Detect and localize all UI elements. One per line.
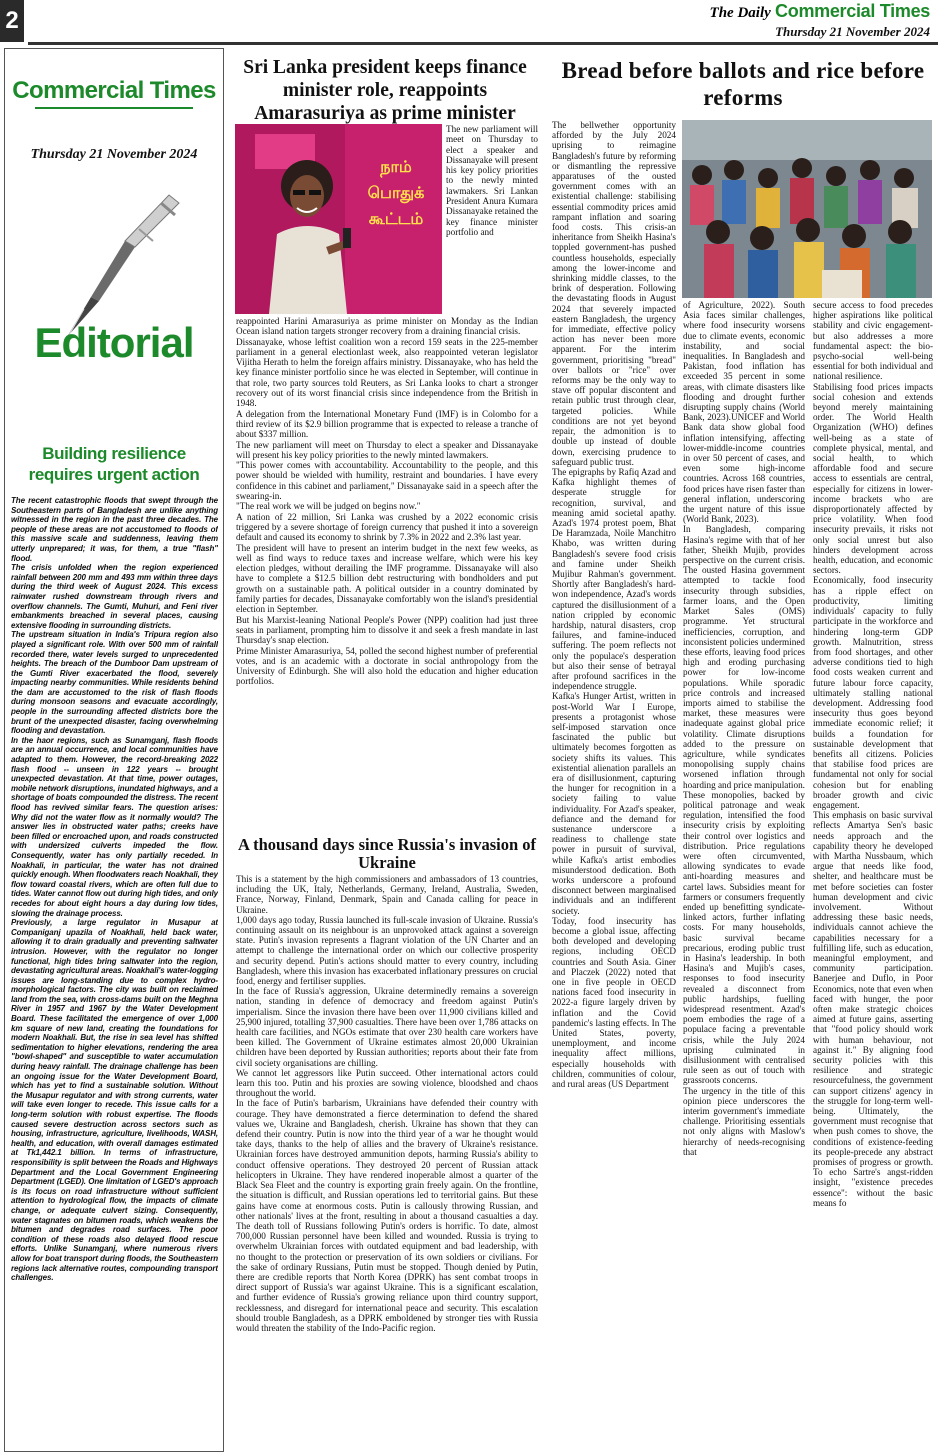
editorial-body (11, 496, 218, 1451)
paragraph: The recent catastrophic floods that swept through the Southeastern parts of Bangladesh are unlike anything witnessed in the region in the past three decades. The people of these areas are not accustomed to floods of this massive scale and suddenness, leaving them utterly unprepared; it was, for them, a true "flash" flood. (11, 496, 218, 563)
masthead-prefix: The Daily (709, 5, 771, 21)
paragraph: The new parliament will meet on Thursday to elect a speaker and Dissanayake will present his key policy priorities to the newly minted lawmakers. (236, 439, 538, 460)
article-column-1 (552, 120, 676, 1450)
paragraph: A delegation from the International Monetary Fund (IMF) is in Colombo for a third review of its $2.9 billion programme that is expected to release a tranche of about $337 million. (236, 408, 538, 440)
sidebar-logo-underline (35, 107, 193, 109)
paragraph: Previously, a large regulator in Musapur at Companiganj upazila of Noakhali, held back water, allowing it to drain gradually and preventing saltwater intrusion. However, with the regulator no longer functional, high tides bring saltwater into the region, devastating agricultural areas. Noakhali's water-logging issues are long-standing due to complex hydro-morphological factors. The city was built on reclaimed land from the sea, with cross-dams built on the Meghna River in 1957 and 1967 by the Water Development Board. These facilitated the emergence of over 1,000 km square of new land, creating the foundations for modern Noakhali. But, the rise in sea level has shifted sedimentation to higher elevations, rendering the area "bowl-shaped" and susceptible to water accumulation during heavy rainfall. The drainage challenge has been an ongoing issue for the Water Development Board, which has yet to find a sustainable solution. Without the Musapur regulator and with strong currents, water will take even longer to recede. This issue calls for a long-term solution with robust expertise. The floods caused severe destruction across sectors such as housing, infrastructure, agriculture, livelihoods, WASH, health, and education, with overall damages estimated at Tk1,442.1 billion. In terms of infrastructure, responsibility is split between the Roads and Highways Department and the Local Government Engineering Department (LGED). One limitation of LGED's approach is its focus on road infrastructure without sufficient attention to hydrological flow, the impacts of climate change, or adequate culvert sizing. Consequently, water stagnates on bitumen roads, which weakens the bitumen and degrades road surfaces. The poor condition of these roads also delayed flood rescue efforts. Unlike Sunamganj, where numerous rivers allow for boat transport during floods, the Southeastern regions lack alternative routes, compounding transport challenges. (11, 918, 218, 1283)
paragraph: "This power comes with accountability. Accountability to the people, and this power should be wielded with humility, restraint and boundaries. I have every confidence in this cabinet and parliament," Dissanayake said in a speech after the swearing-in. (236, 460, 538, 502)
paragraph: "The real work we will be judged on begins now." (236, 501, 421, 512)
paragraph: Dissanayake, whose leftist coalition won a record 159 seats in the 225-member parliament in a general electionlast week, also reappointed veteran legislator Vijitha Herath to helm the foreign affairs ministry. Dissanayake, who has held the key finance minister portfolio since he was elected in September, will continue in that role, two party sources told Reuters, as Sri Lanka looks to chart a stronger recovery out of its worst financial crisis since independence from the British in 1948. (236, 336, 538, 409)
article-column-3 (813, 300, 933, 1450)
article-photo-prime-minister (235, 124, 442, 314)
article-body-ukraine (236, 874, 538, 1448)
header-date: Thursday 21 November 2024 (775, 24, 930, 39)
header-rule (28, 42, 938, 45)
paragraph: In the face of Putin's barbarism, Ukrainians have defended their country with courage. They have demonstrated a fierce determination to defend the shared values we, Ukraine and Bangladesh, cherish. Ukraine has shown that they can defend their country. Putin is now into the third year of a war he thought would take days, thanks to the help of allies and the bravery of Ukraine's resistance. Ukrainian forces have destroyed ammunition depots, harming Russia's ability to conduct offensive operations. They destroyed 20 percent of Russian attack helicopters in Ukraine. They have rendered inoperable almost a quarter of the Black Sea Fleet and the country is exporting grain freely again. On the frontline, the situation is difficult, and Russian operations led to territorial gains. But these gains have come at enormous costs. Putin is callously throwing Russian, and other nationals' lives at the front, resulting in about a thousand casualties a day. The death toll of Russians following Putin's orders is horrific. To date, almost 700,000 Russian personnel have been killed and wounded. Russia is trying to overwhelm Ukrainian forces with outdated equipment and bad leadership, with no thought to the protection or preservation of its own soldiers or civilians. For the sake of ordinary Russians, Putin must be stopped. Though denied by Putin, there are credible reports that North Korea (DPRK) has sent combat troops in direct support of Russia's war against Ukraine. This is a significant escalation, and further evidence of Russia's growing reliance upon third country support, recklessness, and disregard for international peace and security. This escalation should trouble Bangladesh, as a DPRK emboldened by stronger ties with Russia would threaten the stability of the Indo-Pacific region. (236, 1098, 538, 1333)
editorial-sidebar (4, 48, 224, 1452)
paragraph: A nation of 22 million, Sri Lanka was crushed by a 2022 economic crisis triggered by a severe shortage of foreign currency that pushed it into a sovereign default and caused its economy to shrink by 7.3% in 2022 and 2.3% last year. (236, 511, 538, 543)
paragraph: Kafka's Hunger Artist, written in post-World War I Europe, presents a protagonist whose self-imposed starvation once fascinated the public but ultimately becomes forgotten as society shifts its values. This existential alienation parallels an era of disillusionment, capturing the hunger for recognition in a society failing to value individuality. For Azad's speaker, defiance and the demand for sustenance underscore a readiness to challenge state power in pursuit of survival, while Kafka's artist embodies misunderstood dedication. Both works underscore a profound disconnect between marginalised individuals and an indifferent society. (552, 691, 676, 916)
article-headline-sri-lanka: Sri Lanka president keeps finance minister role, reappoints Amarasuriya as prime minister (243, 57, 527, 124)
article-photo-food-queue (682, 120, 932, 298)
paragraph: The bellwether opportunity afforded by the July 2024 uprising to reimagine Bangladesh's future by reforming or dismantling the repressive apparatuses of the ousted government comes with an existential challenge: stabilising essential commodity prices amid rampant inflation and soaring food costs. This crisis-an inheritance from Sheikh Hasina's toppled government-has pushed countless households, especially among the lower-income and shrinking middle classes, to the brink of desperation. Following the devastating floods in August 2024 that severely impacted eastern Bangladesh, the urgency for immediate, effective policy action has never been more apparent. For the interim government, prioritising "bread" over ballots or "rice" over reforms may be the only way to stave off popular discontent and retain public trust through clear, targeted policies. While conditions are not yet beyond repair, the admonition is to double up instead of double down, exercising prudence to safeguard public trust. (552, 120, 676, 467)
paragraph: In the face of Russia's aggression, Ukraine determinedly remains a sovereign nation, standing in defence of democracy and freedom against Putin's imperialism. Since the invasion there have been over 11,900 civilians killed and 25,900 injured, totalling 37,900 casualties. There have been over 1,786 attacks on health care facilities, and NGOs estimate that over 230 health care workers have been killed. The Government of Ukraine estimates almost 20,000 Ukrainian children have been deported by Russian authorities; reports about their fate from civil society organisations are chilling. (236, 986, 538, 1068)
article-headline-bread-before-ballots: Bread before ballots and rice before reforms (561, 58, 925, 110)
sidebar-date: Thursday 21 November 2024 (30, 147, 198, 162)
paragraph: Prime Minister Amarasuriya, 54, polled the second highest number of preferential votes, and is an academic with a doctorate in social anthropology from the University of Edinburgh. She will also hold the education and higher education portfolios. (236, 645, 538, 687)
paragraph: Stabilising food prices impacts social cohesion and extends beyond merely maintaining order. The World Health Organization (WHO) defines well-being as a state of complete physical, mental, and social health, to which affordable food and secure access to essentials are central, especially for citizens in lower-income brackets who are disproportionately affected by price volatility. When food insecurity prevails, it risks not only social unrest but also hinders development across health, education, and economic sectors. (813, 381, 933, 576)
sidebar-logo: Commercial Times (12, 77, 216, 104)
paragraph: This emphasis on basic survival reflects Amartya Sen's basic needs approach and the capability theory he developed with Martha Nussbaum, which argue that needs like food, shelter, and healthcare must be met before societies can foster human development and civic involvement. Without addressing these basic needs, individuals cannot achieve the capabilities necessary for a fulfilling life, such as education, meaningful employment, and community participation. Banerjee and Duflo, in Poor Economics, note that even when faced with hunger, the poor often make strategic choices aimed at future gains, asserting that "food policy should work with human behaviour, not against it." By aligning food security policies with this resilience and strategic resourcefulness, the government can support citizens' agency in the struggle for long-term well-being. Ultimately, the government must recognise that when push comes to shove, the conditions of existence-feeding its people-precede any abstract promises of progress or growth. To echo Sartre's angst-ridden insight, "existence precedes essence": without the basic means fo (813, 810, 933, 1208)
paragraph: These monopolies, backed by political patronage and weak regulation, intensified the food insecurity crisis by exploiting their control over logistics and distribution. Price regulations were often circumvented, allowing syndicates to evade anti-hoarding measures and cartel laws. Subsidies meant for farmers or consumers frequently ended up benefitting syndicate-linked actors, further inflating costs. For many households, basic survival became precarious, eroding public trust in Hasina's leadership. In both Hasina's and Mujib's cases, responses to food insecurity revealed a disconnect from public hardships, fuelling widespread resentment. Azad's poem embodies the rage of a populace facing a preventable crisis, while the July 2024 uprising culminated in disillusionment with centralised rule seen as out of touch with grassroots concerns. (683, 789, 805, 1086)
fountain-pen-icon (29, 189, 199, 339)
paragraph: In the haor regions, such as Sunamganj, flash floods are an annual occurrence, and local communities have adapted to them. However, the record-breaking 2022 flash flood -- unseen in 122 years -- brought unexpected devastation. At that time, power outages, mobile network disruptions, inundated highways, and a shortage of boats compounded the distress. The recent flood has revived similar fears. The question arises: Why did not the water flow as it normally would? The answer lies in obstructed water paths; creeks have been filled or encroached upon, and roads constructed with undersized culverts impeded the flow. Consequently, water has only partially receded. In Noakhali, in particular, the water has not drained quickly enough. When floodwaters reach Noakhali, they flow toward coastal rivers, which are often full due to tides. Water cannot flow out during high tides, and only recedes for about eight hours a day during low tides, slowing the drainage process. (11, 735, 218, 918)
masthead-name: Commercial Times (775, 1, 930, 21)
article-headline-ukraine: A thousand days since Russia's invasion of Ukraine (237, 835, 536, 872)
editorial-headline: Building resilience requires urgent action (28, 444, 200, 484)
masthead (710, 1, 930, 22)
paragraph: This is a statement by the high commissioners and ambassadors of 13 countries, including the UK, Italy, Netherlands, Germany, Ireland, Australia, Sweden, France, Norway, Finland, Denmark, Spain and Canada calling for peace in Ukraine. (236, 874, 538, 915)
page-number: 2 (0, 0, 24, 42)
paragraph: We cannot let aggressors like Putin succeed. Other international actors could learn this too. Putin and his proxies are sowing violence, bloodshed and chaos throughout the world. (236, 1067, 538, 1099)
article-intro-text: The new parliament will meet on Thursday to elect a speaker and Dissanayake will present his key policy priorities to the newly minted lawmakers. Sri Lankan President Anura Kumara Dissanayake retained the key finance minister portfolio and (446, 124, 538, 237)
paragraph: The epigraphs by Rafiq Azad and Kafka highlight themes of desperate struggle for recognition, survival, and meaning amid societal apathy. Azad's 1974 protest poem, Bhat De Haramzada, Noile Manchitro Khabo, was written during Bangladesh's severe food crisis and famine under Sheikh Mujibur Rahman's government. Shortly after Bangladesh's hard-won independence, Azad's words captured the disillusionment of a nation crippled by economic hardship, natural disasters, crop failures, and famine-induced suffering. The poem reflects not only the populace's desperation but also their sense of betrayal after profound sacrifices in the independence struggle. (552, 466, 676, 692)
section-title-editorial: Editorial (34, 319, 194, 366)
paragraph: Economically, food insecurity has a ripple effect on productivity, limiting individuals' capacity to fully participate in the workforce and hindering long-term GDP growth. Malnutrition, stress from food shortages, and other adverse conditions tied to high food costs weaken current and future labour force capacity, ultimately stalling national development. Addressing food insecurity thus goes beyond immediate economic relief; it builds a foundation for sustainable development that benefits all citizens. Policies that stabilise food prices are fundamental not only for social cohesion but for enabling broader growth and civic engagement. (813, 575, 933, 810)
paragraph: In Bangladesh, comparing Hasina's regime with that of her father, Sheikh Mujib, provides perspective on the current crisis. The ousted Hasina government attempted to tackle food insecurity through subsidies, farmer loans, and the Open Market Sales (OMS) programme. Yet structural inefficiencies, corruption, and inconsistent policies undermined these efforts, leaving food prices high and eroding purchasing power for low-income populations. While sporadic price controls and increased imports aimed to stabilise the market, these measures were inadequate against global price volatility. Climate disruptions added to the pressure on agriculture, while syndicates monopolising supply chains worsened inflation through hoarding and price manipulation. (683, 524, 805, 790)
paragraph: The crisis unfolded when the region experienced rainfall between 200 mm and 493 mm within three days during the third week of August 2024. This excess rainwater rushed downstream through rivers and overflow channels. The Gumti, Muhuri, and Feni river embankments breached in several places, causing extensive flooding in surrounding districts. (11, 563, 218, 630)
paragraph: Today, food insecurity has become a global issue, affecting both developed and developing regions, including OECD countries and South Asia. Giner and Placzek (2022) noted that one in five people in OECD nations faced food insecurity in 2022-a figure largely driven by inflation and the Covid pandemic's lasting effects. In The United States, poverty, unemployment, and income inequality affect millions, especially households with children, communities of colour, and rural areas (US Department (552, 915, 676, 1090)
paragraph: 1,000 days ago today, Russia launched its full-scale invasion of Ukraine. Russia's continuing assault on its neighbour is an unprovoked attack against a sovereign state. Putin's invasion represents a flagrant violation of the UN Charter and an attempt to challenge the international order on which our collective prosperity and security depend. Putin's actions should matter to every country, including Bangladesh, where this invasion has exacerbated inflationary pressures on crucial food, energy and fertiliser supplies. (236, 914, 538, 987)
paragraph: reappointed Harini Amarasuriya as prime minister on Monday as the Indian Ocean island nation targets stronger recovery from a draining financial crisis. (236, 316, 538, 337)
paragraph: But his Marxist-leaning National People's Power (NPP) coalition had just three seats in parliament, prompting him to dissolve it and seek a fresh mandate in last Thursday's snap election. (236, 614, 538, 646)
paragraph: secure access to food precedes higher aspirations like political stability and civic engagement-but also addresses a more fundamental aspect: the bio-psycho-social well-being essential for both individual and national resilience. (813, 300, 933, 382)
article-column-2 (683, 300, 805, 1450)
photo-banner-text: நாம் பொதுக் கூட்டம் (367, 157, 425, 228)
paragraph: of Agriculture, 2022). South Asia faces similar challenges, where food insecurity worsens due to climate events, economic instability, and social inequalities. In Bangladesh and Pakistan, food inflation has exceeded 35 percent in some areas, with climate disasters like flooding and drought further disrupting supply chains (World Bank, 2023).UNICEF and World Bank data show global food inflation intensifying, affecting lower-middle-income countries in over 50 percent of cases, and even some high-income countries. Across 168 countries, food prices have risen faster than general inflation, underscoring the urgent nature of this issue (World Bank, 2023). (683, 300, 805, 525)
paragraph: The upstream situation in India's Tripura region also played a significant role. With over 500 mm of rainfall recorded there, water levels surged to unprecedented heights. The breach of the Dumboor Dam upstream of the Gumti River exacerbated the flood, severely impacting nearby communities. While residents behind the dam are accustomed to the risk of flash floods during monsoon seasons and evacuate accordingly, people in the surrounding affected districts bore the brunt of the unexpected disaster, facing overwhelming flooding and devastation. (11, 630, 218, 736)
article-body-sri-lanka (236, 316, 538, 839)
paragraph: The urgency in the title of this opinion piece underscores the interim government's immediate challenge. Prioritising essentials not only aligns with Maslow's hierarchy of needs-recognising that (683, 1085, 805, 1157)
paragraph: The president will have to present an interim budget in the next few weeks, as well as find ways to reduce taxes and increase welfare, which were his key election pledges, without derailing the IMF programme. Dissanayake will also have to complete a $12.5 billion debt restructuring with bondholders and put growth on a sustainable path. A political outsider in a country dominated by family parties for decades, Dissanayake comfortably won the island's presidential election in September. (236, 542, 538, 615)
